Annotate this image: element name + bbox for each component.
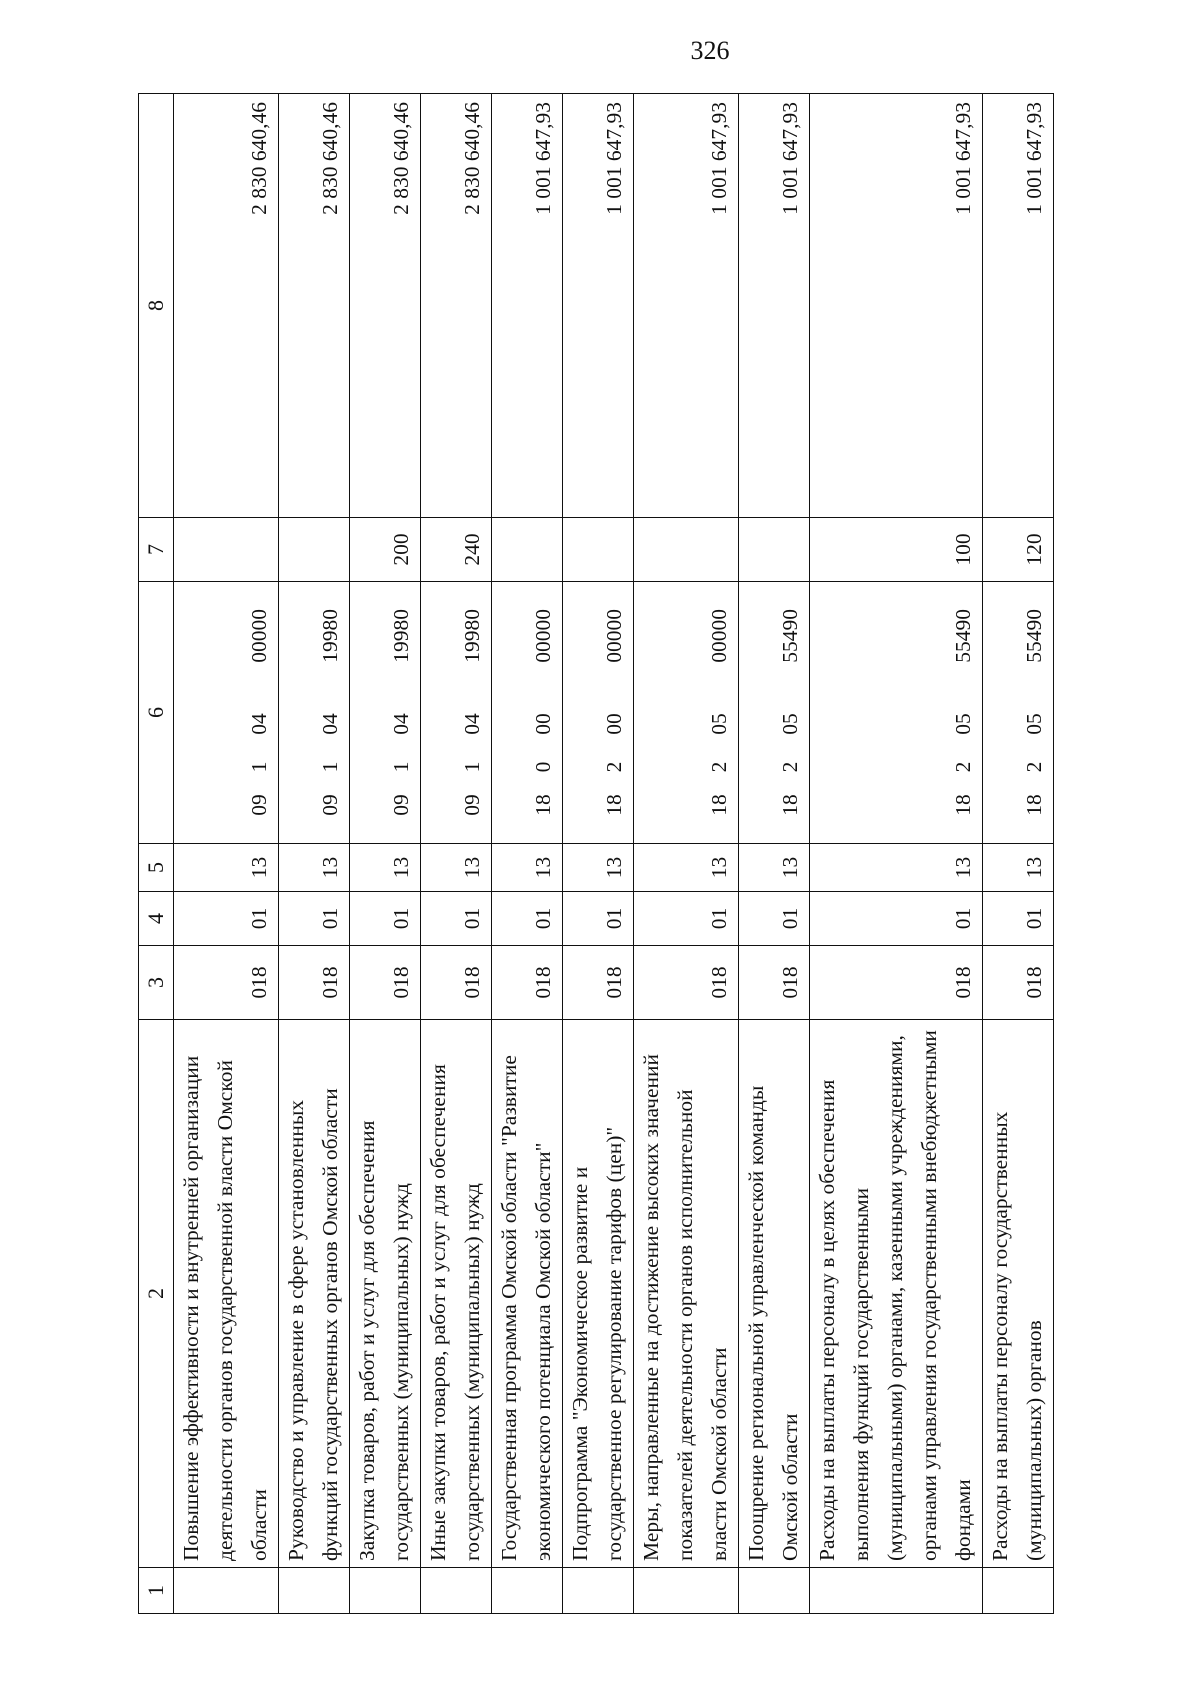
ministry-code-cell: 018: [421, 946, 492, 1020]
ministry-code-cell: 018: [983, 946, 1054, 1020]
subsection-code-cell: 13: [421, 844, 492, 892]
table-row: [492, 94, 563, 1614]
amount-cell: 1 001 647,93: [739, 94, 810, 518]
ministry-code-cell: 018: [279, 946, 350, 1020]
target-article-part: 55490: [951, 609, 975, 663]
expense-type-cell: 100: [810, 518, 983, 582]
header-col-6: 6: [139, 582, 174, 844]
target-article-part: 19980: [460, 609, 484, 663]
subsection-code-cell: 13: [563, 844, 634, 892]
target-article-part: 18: [1022, 794, 1046, 816]
section-code-cell: 01: [810, 892, 983, 946]
row-index-cell: [563, 1568, 634, 1614]
target-article-part: 09: [318, 794, 342, 816]
expense-type-cell: [739, 518, 810, 582]
table-row: [739, 94, 810, 1614]
header-col-4: 4: [139, 892, 174, 946]
target-article-part: 00000: [707, 609, 731, 663]
target-article-part: 1: [318, 761, 342, 773]
table-row: [421, 94, 492, 1614]
header-col-1: 1: [139, 1568, 174, 1614]
target-article-cell: [634, 582, 739, 844]
subsection-code-cell: 13: [174, 844, 279, 892]
target-article-part: 05: [778, 713, 802, 735]
ministry-code-cell: 018: [810, 946, 983, 1020]
amount-cell: 1 001 647,93: [634, 94, 739, 518]
row-description-cell: Государственная программа Омской области "Развитие экономического потенциала Омской области": [492, 1020, 563, 1568]
table-row: [634, 94, 739, 1614]
row-index-cell: [810, 1568, 983, 1614]
subsection-code-cell: 13: [983, 844, 1054, 892]
target-article-part: 55490: [778, 609, 802, 663]
target-article-part: 55490: [1022, 609, 1046, 663]
target-article-part: 00: [602, 713, 626, 735]
target-article-part: 09: [389, 794, 413, 816]
section-code-cell: 01: [983, 892, 1054, 946]
target-article-part: 19980: [318, 609, 342, 663]
subsection-code-cell: 13: [350, 844, 421, 892]
section-code-cell: 01: [174, 892, 279, 946]
section-code-cell: 01: [492, 892, 563, 946]
row-description-cell: Расходы на выплаты персоналу государственных (муниципальных) органов: [983, 1020, 1054, 1568]
row-index-cell: [492, 1568, 563, 1614]
expense-type-cell: [174, 518, 279, 582]
target-article-part: 04: [389, 713, 413, 735]
header-col-3: 3: [139, 946, 174, 1020]
amount-cell: 1 001 647,93: [563, 94, 634, 518]
section-code-cell: 01: [350, 892, 421, 946]
section-code-cell: 01: [634, 892, 739, 946]
target-article-part: 00000: [531, 609, 555, 663]
target-article-cell: [810, 582, 983, 844]
amount-cell: 1 001 647,93: [983, 94, 1054, 518]
target-article-part: 18: [951, 794, 975, 816]
row-index-cell: [739, 1568, 810, 1614]
row-description-cell: Иные закупки товаров, работ и услуг для обеспечения государственных (муниципальных) нужд: [421, 1020, 492, 1568]
expense-type-cell: 120: [983, 518, 1054, 582]
target-article-part: 2: [707, 761, 731, 773]
table-row: [279, 94, 350, 1614]
target-article-part: 18: [531, 794, 555, 816]
row-description-cell: Подпрограмма "Экономическое развитие и государственное регулирование тарифов (цен)": [563, 1020, 634, 1568]
amount-cell: 2 830 640,46: [421, 94, 492, 518]
target-article-part: 05: [1022, 713, 1046, 735]
target-article-part: 1: [460, 761, 484, 773]
target-article-part: 04: [460, 713, 484, 735]
subsection-code-cell: 13: [634, 844, 739, 892]
ministry-code-cell: 018: [739, 946, 810, 1020]
target-article-part: 18: [707, 794, 731, 816]
target-article-part: 1: [247, 761, 271, 773]
target-article-part: 18: [602, 794, 626, 816]
target-article-part: 2: [602, 761, 626, 773]
target-article-cell: [279, 582, 350, 844]
ministry-code-cell: 018: [563, 946, 634, 1020]
subsection-code-cell: 13: [739, 844, 810, 892]
target-article-part: 09: [247, 794, 271, 816]
row-description-cell: Закупка товаров, работ и услуг для обеспечения государственных (муниципальных) нужд: [350, 1020, 421, 1568]
expense-type-cell: [279, 518, 350, 582]
table-row: [174, 94, 279, 1614]
expense-type-cell: 240: [421, 518, 492, 582]
target-article-cell: [174, 582, 279, 844]
ministry-code-cell: 018: [174, 946, 279, 1020]
section-code-cell: 01: [279, 892, 350, 946]
table-row: [810, 94, 983, 1614]
row-description-cell: Расходы на выплаты персоналу в целях обеспечения выполнения функций государственными (муниципальными) органами, казенными учреждениями, органами управления государственными внебюджетными фондами: [810, 1020, 983, 1568]
amount-cell: 1 001 647,93: [810, 94, 983, 518]
target-article-part: 00000: [602, 609, 626, 663]
header-col-7: 7: [139, 518, 174, 582]
target-article-cell: [421, 582, 492, 844]
target-article-cell: [739, 582, 810, 844]
amount-cell: 2 830 640,46: [350, 94, 421, 518]
target-article-part: 05: [951, 713, 975, 735]
row-description-cell: Меры, направленные на достижение высоких значений показателей деятельности органов исполнительной власти Омской области: [634, 1020, 739, 1568]
subsection-code-cell: 13: [279, 844, 350, 892]
budget-table: [138, 93, 1054, 1614]
expense-type-cell: [563, 518, 634, 582]
target-article-part: 2: [951, 761, 975, 773]
section-code-cell: 01: [739, 892, 810, 946]
table-row: [563, 94, 634, 1614]
target-article-part: 19980: [389, 609, 413, 663]
target-article-part: 1: [389, 761, 413, 773]
row-index-cell: [174, 1568, 279, 1614]
target-article-cell: [563, 582, 634, 844]
row-description-cell: Руководство и управление в сфере установленных функций государственных органов Омской области: [279, 1020, 350, 1568]
row-description-cell: Повышение эффективности и внутренней организации деятельности органов государственной власти Омской области: [174, 1020, 279, 1568]
amount-cell: 2 830 640,46: [174, 94, 279, 518]
ministry-code-cell: 018: [634, 946, 739, 1020]
target-article-part: 04: [247, 713, 271, 735]
target-article-part: 00000: [247, 609, 271, 663]
subsection-code-cell: 13: [492, 844, 563, 892]
target-article-part: 18: [778, 794, 802, 816]
target-article-part: 04: [318, 713, 342, 735]
header-row: [139, 94, 174, 1614]
expense-type-cell: [492, 518, 563, 582]
table-row: [350, 94, 421, 1614]
amount-cell: 2 830 640,46: [279, 94, 350, 518]
row-description-cell: Поощрение региональной управленческой команды Омской области: [739, 1020, 810, 1568]
amount-cell: 1 001 647,93: [492, 94, 563, 518]
expense-type-cell: [634, 518, 739, 582]
section-code-cell: 01: [563, 892, 634, 946]
rotated-page: [138, 94, 1050, 1614]
row-index-cell: [634, 1568, 739, 1614]
target-article-cell: [983, 582, 1054, 844]
row-index-cell: [350, 1568, 421, 1614]
target-article-part: 05: [707, 713, 731, 735]
expense-type-cell: 200: [350, 518, 421, 582]
ministry-code-cell: 018: [492, 946, 563, 1020]
target-article-part: 09: [460, 794, 484, 816]
page-number: 326: [690, 36, 730, 65]
row-index-cell: [279, 1568, 350, 1614]
target-article-cell: [492, 582, 563, 844]
target-article-part: 0: [531, 761, 555, 773]
target-article-cell: [350, 582, 421, 844]
header-col-8: 8: [139, 94, 174, 518]
header-col-2: 2: [139, 1020, 174, 1568]
section-code-cell: 01: [421, 892, 492, 946]
row-index-cell: [983, 1568, 1054, 1614]
row-index-cell: [421, 1568, 492, 1614]
header-col-5: 5: [139, 844, 174, 892]
target-article-part: 00: [531, 713, 555, 735]
target-article-part: 2: [778, 761, 802, 773]
subsection-code-cell: 13: [810, 844, 983, 892]
target-article-part: 2: [1022, 761, 1046, 773]
ministry-code-cell: 018: [350, 946, 421, 1020]
table-row: [983, 94, 1054, 1614]
